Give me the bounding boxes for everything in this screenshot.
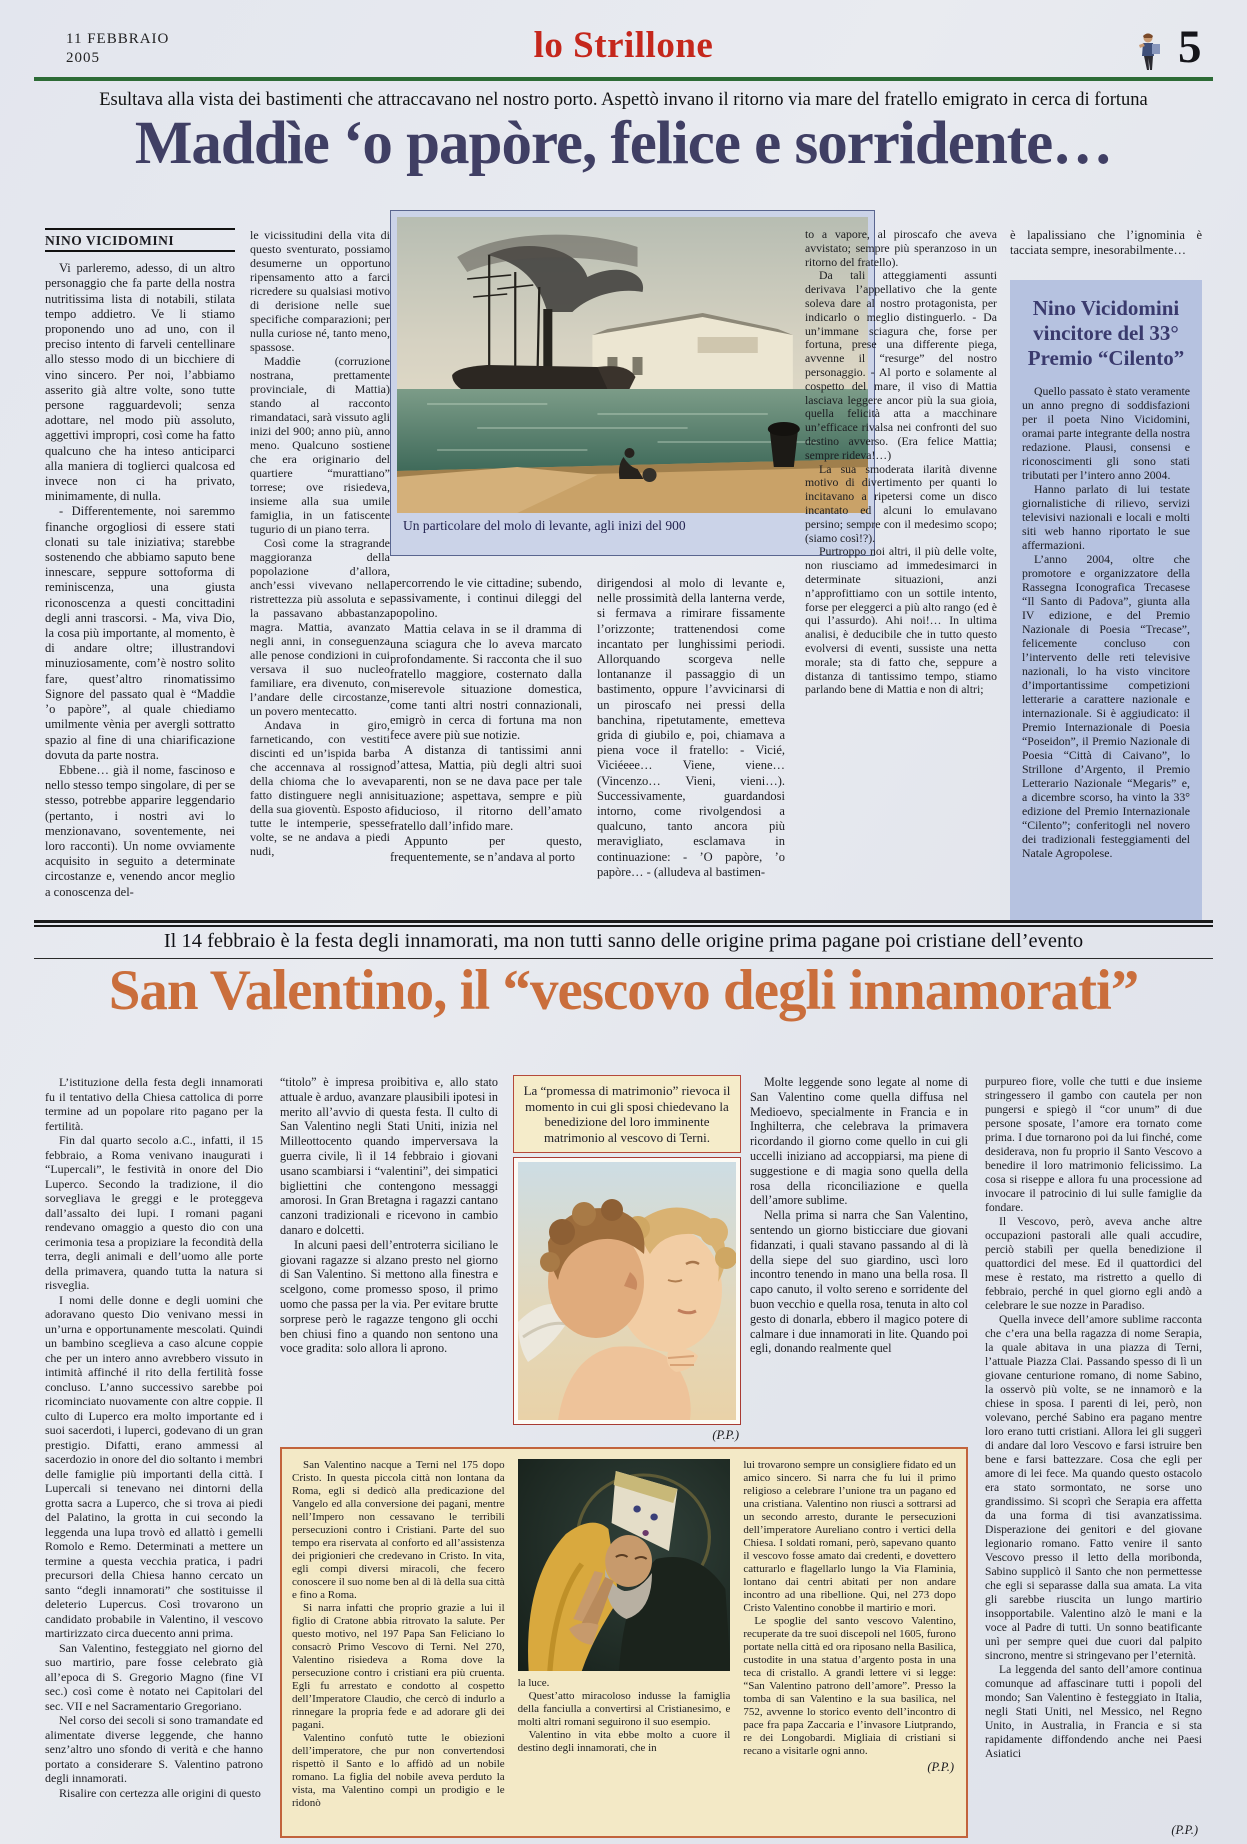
- article2-strap: Il 14 febbraio è la festa degli innamorati, ma non tutti sanno delle origine prima pagane poi cristiane dell’evento: [163, 930, 1084, 952]
- nino-box-title: Nino Vicidomini vincitore del 33° Premio “Cilento”: [1027, 296, 1185, 371]
- article1-kicker: Esultava alla vista dei bastimenti che attraccavano nel nostro porto. Aspettò invano il ritorno via mare del fratello emigrato in cerca di fortuna: [99, 90, 1148, 110]
- article1-headline: Maddìe ‘o papòre, felice e sorridente…: [134, 110, 1113, 177]
- article1-column-2: le vicissitudini della vita di questo sventurato, possiamo desumerne un opportuno ripensamento atto a farci ricredere su qualsiasi motivo di derisione nelle sue specifiche comparazioni; per nulla curiose né, tanto meno, spassose. Maddìe (corruzione nostrana, prettamente provinciale, di Mattia) stando al racconto rimandataci, sarà vissuto agli inizi del 900; anno più, anno meno. Qualcuno sostiene che era originario del quartiere “murattiano” torrese; ove risiedeva, insieme alla sua umile famiglia, in un fatiscente tugurio di un piano terra. Così come la stragrande maggioranza della popolazione d’allora, anch’essi vivevano nella ristrettezza più assoluta e se la passavano abbastanza magra. Mattia, avanzato negli anni, in conseguenza alle penose condizioni in cui versava il suo nucleo familiare, era divenuto, con l’andare delle circostanze, un povero mentecatto. Andava in giro, farneticando, con vestiti discinti ed un’ispida barba che accennava al rossigno della chioma che lo aveva fatto distinguere negli anni della sua gioventù. Esposto a tutte le intemperie, spesse volte, se ne andava a piedi nudi,: [250, 228, 390, 858]
- nino-vicidomini-box: [1010, 280, 1202, 920]
- article2-column-4: Molte leggende sono legate al nome di San Valentino come quella diffusa nel Medioevo, specialmente in Francia e in Inghilterra, che celebrava la primavera ricordando il giorno come quello in cui gli uccelli iniziano ad accoppiarsi, ma piene di suggestione e di magia sono quella della rosa della riconciliazione e quella dell’amore sublime. Nella prima si narra che San Valentino, sentendo un giorno bisticciare due giovani fidanzati, i quali stavano passando al di là della siepe del suo giardino, uscì loro incontro tenendo in mano una bella rosa. Il capo canuto, il volto sereno e sorridente del buon vecchio e quella rosa, tenuta in alto col gesto di donarla, ebbero il magico potere di calmare i due innamorati in lite. Quando poi egli, donando realmente quel: [750, 1075, 968, 1356]
- article2-column-5-wrap: [985, 1075, 1202, 1838]
- masthead-title: lo Strillone: [533, 25, 714, 66]
- article1-body: [45, 210, 1202, 920]
- article2-column-2: “titolo” è impresa proibitiva e, allo stato attuale è arduo, avanzare plausibili ipotesi in merito all’avvio di questa festa. Il culto di San Valentino negli Stati Uniti, inizia nel Milleottocento quando imperversava la guerra civile, lì il 14 febbraio i giovani usano scambiarsi i “valentini”, dei simpatici bigliettini che contengono messaggi amorosi. In Gran Bretagna i ragazzi cantano canzoni tradizionali e ricevono in cambio danaro e dolcetti. In alcuni paesi dell’entroterra siciliano le giovani ragazze si alzano presto nel giorno di San Valentino. Si mettono alla finestra e scelgono, come promesso sposo, il primo uomo che passa per la via. Per evitare brutte sorprese però le ragazze tengono gli occhi ben chiusi fino a quando non sentono una voce gradita: solo allora li aprono.: [280, 1075, 498, 1356]
- issue-date-line1: 11 FEBBRAIO: [66, 31, 170, 47]
- article1-column-6-intro: è lapalissiano che l’ignominia è tacciata sempre, inesorabilmente…: [1010, 228, 1202, 258]
- article2-body: [45, 1075, 1202, 1838]
- article2-column-5-signature: (P.P.): [1171, 1823, 1198, 1837]
- nino-box-text: Quello passato è stato veramente un anno pregno di soddisfazioni per il poeta Nino Vicidomini, oramai parte integrante della nostra redazione. Plausi, consensi e riconoscimenti gli sono stati tributati per l’intero anno 2004. Hanno parlato di lui testate giornalistiche di rilievo, servizi televisivi nazionali e locali e molti siti web hanno riportato le sue affermazioni. L’anno 2004, oltre che promotore e organizzatore della Rassegna Iconografica Trecasese “Il Santo di Padova”, giunta alla IV edizione, e del Premio Nazionale di Poesia “Trecase”, felicemente concluso con l’intervento delle reti televisive nazionali, lo ha visto vincitore d’importantissime competizioni letterarie a carattere nazionale e internazionale. Si è aggiudicato: il Premio Internazionale di Poesia “Poseidon”, il Premio Nazionale di Poesia “Città di Caivano”, lo Strillone d’Argento, il Premio Letterario Nazionale “Megaris” e, a dicembre scorso, ha vinto la 33° edizione del Premio Internazionale “Cilento”; conferitogli nel novero dei tradizionali festeggiamenti del Natale Agropolese.: [1022, 383, 1190, 860]
- harbor-photo-caption: Un particolare del molo di levante, agli inizi del 900: [403, 518, 686, 533]
- cupid-kiss-image: [518, 1162, 736, 1420]
- article1-column-6: [1010, 228, 1202, 920]
- article1-column-5: to a vapore, al piroscafo che aveva avvistato; sempre più speranzoso in un ritorno del fratello). Da tali atteggiamenti assunti derivava l’appellativo che la gente soleva dare al nostro protagonista, per indicarlo o meglio distinguerlo. - Da un’immane sciagura che, forse per fortuna, prese una differente piega, avvenne il “resurge” del nostro personaggio. - Al porto e solamente al cospetto del mare, il viso di Mattia lasciava leggere ancor più la sua gioia, quella felicità atta a macchinare un’efficace rivalsa nei confronti del suo destino avverso. (Era felice Mattia; sempre rideva!…) La sua smoderata ilarità divenne motivo di divertimento per quanti lo incitavano a ripetersi come un disco incantato ed alcuni lo emulavano persino; sempre con il medesimo scopo; (siamo così!?). Purtroppo noi altri, il più delle volte, non riusciamo ad immedesimarci in determinate situazioni, anzi n’approfittiamo con un sottile intento, forse per eleggerci a più alto rango (ed è qui l’assurdo). Ahi noi!… In ultima analisi, è deducibile che in tutto questo evolversi di eventi, sussiste una netta morale; sta di fatto che, seppure a distanza di tantissimo tempo, stiamo parlando bene di Mattia e non di altri;: [805, 228, 997, 697]
- article1-column-1-text: Vi parleremo, adesso, di un altro personaggio che fa parte della nostra nutritissima lista di notabili, stilata tempo addietro. Ve li stiamo proponendo uno ad uno, con il preciso intento di farveli centellinare allo stesso modo di un bicchiere di vino sincero. Per noi, l’abbiamo asserito già altre volte, sono tutte persone ragguardevoli; senza adottare, nel modo più assoluto, aggettivi impropri, così come ha fatto qualcuno che ha inteso anticiparci alla maniera di toglierci qualcosa ed invece non ci ha privato, minimamente, di nulla. - Differentemente, noi saremmo finanche orgogliosi di essere stati clonati su tale iniziativa; starebbe sostenendo che abbiamo saputo bene innescare, seppure sottoforma di reminiscenza, una giusta riconoscenza a questi concittadini degli anni trascorsi. - Ma, viva Dio, la cosa più importante, al momento, è di andare oltre; illustrandovi minuziosamente, com’è nostro solito fare, quest’altro rinomatissimo Signore del passato qual è “Maddìe ’o papòre”, al quale chiediamo umilmente vènia per avergli sottratto spazio al fine di una chiarificazione dovuta da parte nostra. Ebbene… già il nome, fascinoso e nello stesso tempo singolare, di per se stesso, potrebbe apparire leggendario (pertanto, i nostri avi lo menzionavano, soventemente, nei loro racconti). Un nome ovviamente acquisito in seguito a determinate circostanze e, venendo ancor meglio a conoscenza del-: [45, 261, 235, 899]
- terni-box-signature: (P.P.): [927, 1760, 955, 1774]
- terni-box-column-b: [518, 1459, 731, 1826]
- article2-column-5: purpureo fiore, volle che tutti e due insieme stringessero il gambo con cautela per non pungersi e spiegò il “cor unum” di due persone sposate, l’amore era tornato come prima. I due tornarono poi da lui finché, come desiderava, non fu proprio il Santo Vescovo a benedire il loro matrimonio felicissimo. La cosa si riseppe e allora fu una processione ad invocare il patrocinio di lui sulle famiglie da fondare. Il Vescovo, però, aveva anche altre occupazioni pastorali alle quali accudire, perciò stabilì per quella benedizione il quattordici del mese. Ed il quattordici del mese è restato, ma ristretto a quello di febbraio, perché in quel giorno egli andò a celebrare le sue nozze in Paradiso. Quella invece dell’amore sublime racconta che c’era una bella ragazza di nome Serapia, la quale abitava in una piazza di Terni, l’attuale Piazza Clai. Passando spesso di lì un giovane centurione romano, di nome Sabino, la osservò più volte, se ne innamorò e la chiese in sposa. I parenti di lei, però, non volevano, perché Sabino era pagano mentre loro erano tutti cristiani. Allora lei gli suggerì di andare dal loro Vescovo e farsi istruire ben bene e farsi battezzare. Cosa che egli per amore di lei fece. Ma quando questo ostacolo era stato sormontato, ne sorse uno grandissimo. Si scoprì che Serapia era affetta da una forma di tisi avanzatissima. Disperazione dei genitori e del giovane legionario romano. Fatto venire il santo Vescovo presso il letto della moribonda, Sabino supplicò il Santo che non permettesse che egli si separasse dalla sua amata. La vita gli sarebbe riuscita un lungo martirio insopportabile. Valentino alzò le mani e la voce al Padre di tutti. Un sonno beatificante unì per sempre quei due cuori dal palpito sincrono, mentre si stringevano per l’eternità. La leggenda del santo dell’amore continua comunque ad affascinare tutti i popoli del mondo; San Valentino è festeggiato in Italia, negli Stati Uniti, nel Messico, nel Regno Unito, in Australia, in Francia e si sta rapidamente diffondendo anche nei Paesi Asiatici: [985, 1075, 1202, 1760]
- page-number: 5: [1178, 21, 1202, 73]
- terni-box-column-c: [743, 1459, 956, 1826]
- bishop-figure: [518, 1459, 731, 1671]
- cupid-figure: [513, 1157, 741, 1443]
- article1-column-3: percorrendo le vie cittadine; subendo, passivamente, i continui dileggi del popolino. Mattia celava in se il dramma di una sciagura che lo aveva marcato profondamente. Si racconta che il suo fratello maggiore, costernato dalla miserevole situazione domestica, come tanti altri nostri connazionali, emigrò in cerca di fortuna ma non fece avere più sue notizie. A distanza di tantissimi anni d’attesa, Mattia, più degli altri suoi parenti, non se ne dava pace per tale situazione; aspettava, sempre e più fiducioso, il ritorno dell’amato fratello dall’infido mare. Appunto per questo, frequentemente, se n’andava al porto: [390, 576, 582, 864]
- section-divider-rule: [34, 920, 1213, 927]
- byline-author: NINO VICIDOMINI: [45, 230, 235, 252]
- cupid-signature: (P.P.): [712, 1428, 739, 1442]
- terni-box-column-a: San Valentino nacque a Terni nel 175 dopo Cristo. In questa piccola città non lontana da Roma, egli si dedicò alla predicazione del Vangelo ed alla conversione dei pagani, mentre nell’Impero non cessavano le terribili persecuzioni contro i Cristiani. Parte del suo tempo era riservata al conforto ed all’assistenza dei prigionieri che credevano in Cristo. In vita, egli compì diversi miracoli, che fecero conoscere il suo nome ben al di là della sua città e fino a Roma. Si narra infatti che proprio grazie a lui il figlio di Cratone abbia ritrovato la salute. Per questo motivo, nel 197 Papa San Feliciano lo consacrò Primo Vescovo di Terni. Nel 270, Valentino risiedeva a Roma dove la persecuzione contro i cristiani era più cruenta. Egli fu arrestato e condotto al cospetto dell’Imperatore Claudio, che cercò di indurlo a rinnegare la propria fede e ad adorare gli dei pagani. Valentino confutò tutte le obiezioni dell’imperatore, che pur non convertendosi rispettò il Santo e lo affidò ad un nobile romano. La figlia del nobile aveva perduto la vista, ma Valentino compì un prodigio e le ridonò: [292, 1459, 505, 1809]
- terni-story-box: [280, 1447, 968, 1838]
- terni-box-column-c-text: lui trovarono sempre un consigliere fidato ed un amico sincero. Si narra che fu lui il primo religioso a celebrare l’unione tra un pagano ed una cristiana. Valentino non riuscì a sottrarsi ad un secondo arresto, durante le persecuzioni dell’imperatore Aureliano contro i vertici della Chiesa. I soldati romani, però, sapevano quanto il vescovo fosse amato dai credenti, e dovettero catturarlo e flagellarlo lungo la Via Flaminia, lontano dai centri abitati per non andare incontro ad una ribellione. Qui, nel 273 dopo Cristo Valentino conobbe il martirio e morì. Le spoglie del santo vescovo Valentino, recuperate da tre suoi discepoli nel 1605, furono portate nella città ed ora riposano nella Basilica, custodite in una statua d’argento posta in una teca di cristallo. A grandi lettere vi si legge: “San Valentino patrono dell’amore”. Presso la tomba di san Valentino e la sua basilica, nel 752, avvenne lo storico evento dell’incontro di pace fra papa Zaccaria e l’invasore Liutprando, re dei Longobardi. Migliaia di cristiani si recano a visitarle ogni anno.: [743, 1459, 957, 1757]
- byline: [45, 228, 235, 252]
- masthead-rule: [34, 77, 1213, 81]
- harbor-photo-figure: [390, 210, 875, 556]
- article1-column-4: dirigendosi al molo di levante e, nelle prossimità della lanterna verde, si fermava a rimirare fissamente l’orizzonte; trattenendosi come incantato per lunghissimi periodi. Allorquando scorgeva nelle lontananze il passaggio di un bastimento, oppure l’avvicinarsi di un piroscafo nei pressi della banchina, ripetutamente, emetteva grida di giubilo e, poi, chiamava a piena voce il fratello: - Vicié, Viciéeee… Viene, viene… (Vincenzo… Vieni, vieni…). Successivamente, guardandosi intorno, come rivolgendosi a qualcuno, tanto ancora più meravigliato, esclamava in continuazione: - ’O papòre, ’o papòre… - (alludeva al bastimen-: [597, 576, 785, 879]
- article1-column-1: [45, 228, 235, 920]
- san-valentino-bishop-image: [518, 1459, 731, 1671]
- promessa-box-text: La “promessa di matrimonio” rievoca il momento in cui gli sposi chiedevano la benedizione del loro imminente matrimonio al vescovo di Terni.: [523, 1083, 731, 1145]
- promessa-box: [513, 1075, 741, 1153]
- article2-headline: San Valentino, il “vescovo degli innamorati”: [108, 959, 1139, 1022]
- harbor-painting: [397, 217, 868, 513]
- article2-column-1: L’istituzione della festa degli innamorati fu il tentativo della Chiesa cattolica di porre termine ad un popolare rito pagano per la fertilità. Fin dal quarto secolo a.C., infatti, il 15 febbraio, a Roma venivano inaugurati i “Lupercali”, le festività in onore del Dio Luperco. Secondo la tradizione, il dio sorvegliava le greggi e le proteggeva dall’assalto dei lupi. I romani pagani rendevano omaggio a questo dio con una cerimonia tesa a propiziare la fecondità della terra, degli animali e dell’uomo alle porte della primavera, quando tutta la natura si risveglia. I nomi delle donne e degli uomini che adoravano questo Dio venivano messi in un’urna e opportunamente mescolati. Quindi un bambino sceglieva a caso alcune coppie che per un intero anno avrebbero vissuto in intimità affinché il rito della fertilità fosse concluso. L’anno successivo sarebbe poi ricominciato nuovamente con altre coppie. Il culto di Luperco era molto importante ed i suoi sacerdoti, i luperci, godevano di un gran prestigio. Difatti, erano ammessi al sacerdozio in onore del dio soltanto i membri delle famiglie più importanti della città. I Lupercali si tenevano nei dintorni della grotta sacra a Luperco, che si trova ai piedi del Palatino, la grotta in cui secondo la leggenda una lupa trovò ed allattò i gemelli Romolo e Remo. Determinati a mettere un termine a questa vecchia pratica, i padri precursori della Chiesa hanno cercato un santo “degli innamorati” che sostituisse il deleterio Lupercus. Così trovarono un candidato probabile in Valentino, il vescovo martirizzato circa duecento anni prima. San Valentino, festeggiato nel giorno del suo martirio, pare fosse celebrato già all’epoca di S. Gregorio Magno (fine VI sec.) così come è notato nei Capitolari del sec. VII e nel Sacramentario Gregoriano. Nel corso dei secoli si sono tramandate ed alimentate diverse leggende, che hanno senz’altro uno sfondo di verità e che hanno portato a considerare S. Valentino patrono degli innamorati. Risalire con certezza alle origini di questo: [45, 1075, 263, 1800]
- terni-box-column-b-text: la luce. Quest’atto miracoloso indusse la famiglia della fanciulla a convertirsi al Cristianesimo, e molti altri romani seguirono il suo esempio. Valentino in vita ebbe molto a cuore il destino degli innamorati, che in: [517, 1677, 731, 1754]
- newsboy-icon: [1136, 32, 1162, 72]
- issue-date-line2: 2005: [66, 49, 100, 66]
